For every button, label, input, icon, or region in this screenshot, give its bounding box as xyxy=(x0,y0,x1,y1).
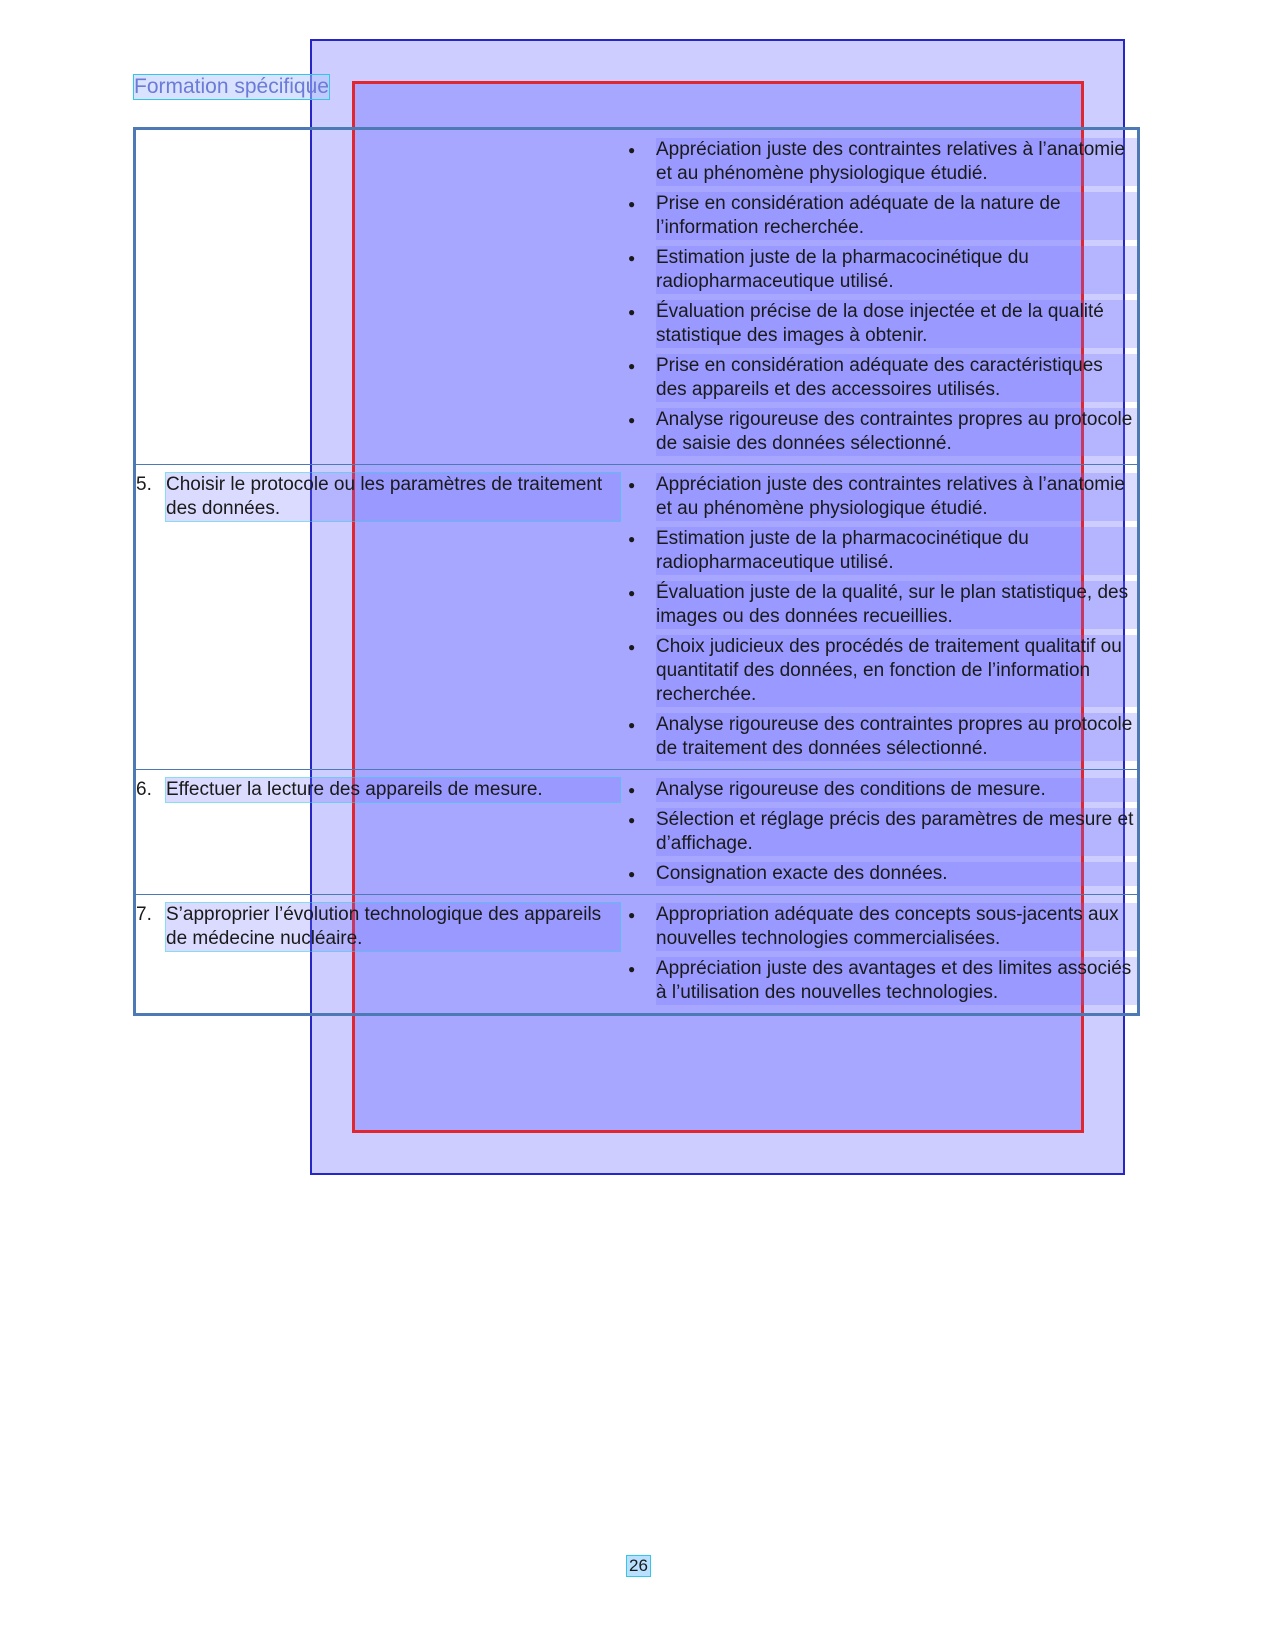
competency-table xyxy=(133,127,1140,1016)
list-item: ● Prise en considération adéquate des caractéristiques des appareils et des accessoires utilisés. xyxy=(626,354,1137,402)
criteria-cell xyxy=(626,465,1139,770)
list-item: ● Appréciation juste des avantages et des limites associés à l’utilisation des nouvelles technologies. xyxy=(626,957,1137,1005)
bullet-icon: ● xyxy=(628,413,636,427)
competency-number: 7. xyxy=(136,904,152,925)
bullet-icon: ● xyxy=(628,962,636,976)
bullet-icon: ● xyxy=(628,783,636,797)
bullet-icon: ● xyxy=(628,586,636,600)
table-row xyxy=(135,895,1139,1015)
bullet-icon: ● xyxy=(628,359,636,373)
competency-item xyxy=(136,903,626,951)
list-item: ● Prise en considération adéquate de la nature de l’information recherchée. xyxy=(626,192,1137,240)
table-row xyxy=(135,129,1139,465)
competency-text: Effectuer la lecture des appareils de mesure. xyxy=(166,778,620,802)
competency-cell xyxy=(135,895,627,1015)
competency-item xyxy=(136,473,626,521)
criteria-cell xyxy=(626,895,1139,1015)
bullet-icon: ● xyxy=(628,305,636,319)
criteria-list xyxy=(626,903,1137,1005)
list-item: ● Évaluation juste de la qualité, sur le plan statistique, des images ou des données recueillies. xyxy=(626,581,1137,629)
competency-cell xyxy=(135,465,627,770)
criteria-list xyxy=(626,473,1137,761)
list-item: ● Appréciation juste des contraintes relatives à l’anatomie et au phénomène physiologique étudié. xyxy=(626,138,1137,186)
criteria-cell xyxy=(626,770,1139,895)
competency-number: 6. xyxy=(136,779,152,800)
competency-number: 5. xyxy=(136,474,152,495)
competency-text: Choisir le protocole ou les paramètres de traitement des données. xyxy=(166,473,620,521)
list-item: ● Estimation juste de la pharmacocinétique du radiopharmaceutique utilisé. xyxy=(626,246,1137,294)
bullet-icon: ● xyxy=(628,867,636,881)
bullet-icon: ● xyxy=(628,640,636,654)
competency-item xyxy=(136,778,626,802)
page-number: 26 xyxy=(629,1556,648,1575)
bullet-icon: ● xyxy=(628,532,636,546)
list-item: ● Choix judicieux des procédés de traitement qualitatif ou quantitatif des données, en fonction de l’information recherchée. xyxy=(626,635,1137,707)
list-item: ● Sélection et réglage précis des paramètres de mesure et d’affichage. xyxy=(626,808,1137,856)
bullet-icon: ● xyxy=(628,908,636,922)
list-item: ● Analyse rigoureuse des contraintes propres au protocole de traitement des données sélectionné. xyxy=(626,713,1137,761)
bullet-icon: ● xyxy=(628,813,636,827)
list-item: ● Analyse rigoureuse des conditions de mesure. xyxy=(626,778,1137,802)
bullet-icon: ● xyxy=(628,143,636,157)
bullet-icon: ● xyxy=(628,718,636,732)
bullet-icon: ● xyxy=(628,478,636,492)
table-row xyxy=(135,770,1139,895)
list-item: ● Estimation juste de la pharmacocinétique du radiopharmaceutique utilisé. xyxy=(626,527,1137,575)
list-item: ● Appréciation juste des contraintes relatives à l’anatomie et au phénomène physiologique étudié. xyxy=(626,473,1137,521)
criteria-list xyxy=(626,778,1137,886)
list-item: ● Analyse rigoureuse des contraintes propres au protocole de saisie des données sélectionné. xyxy=(626,408,1137,456)
competency-cell xyxy=(135,129,627,465)
section-title: Formation spécifique xyxy=(134,75,329,98)
list-item: ● Appropriation adéquate des concepts sous-jacents aux nouvelles technologies commercialisées. xyxy=(626,903,1137,951)
competency-text: S’approprier l’évolution technologique des appareils de médecine nucléaire. xyxy=(166,903,620,951)
bullet-icon: ● xyxy=(628,251,636,265)
criteria-cell xyxy=(626,129,1139,465)
bullet-icon: ● xyxy=(628,197,636,211)
list-item: ● Évaluation précise de la dose injectée et de la qualité statistique des images à obtenir. xyxy=(626,300,1137,348)
criteria-list xyxy=(626,138,1137,456)
list-item: ● Consignation exacte des données. xyxy=(626,862,1137,886)
competency-cell xyxy=(135,770,627,895)
table-row xyxy=(135,465,1139,770)
